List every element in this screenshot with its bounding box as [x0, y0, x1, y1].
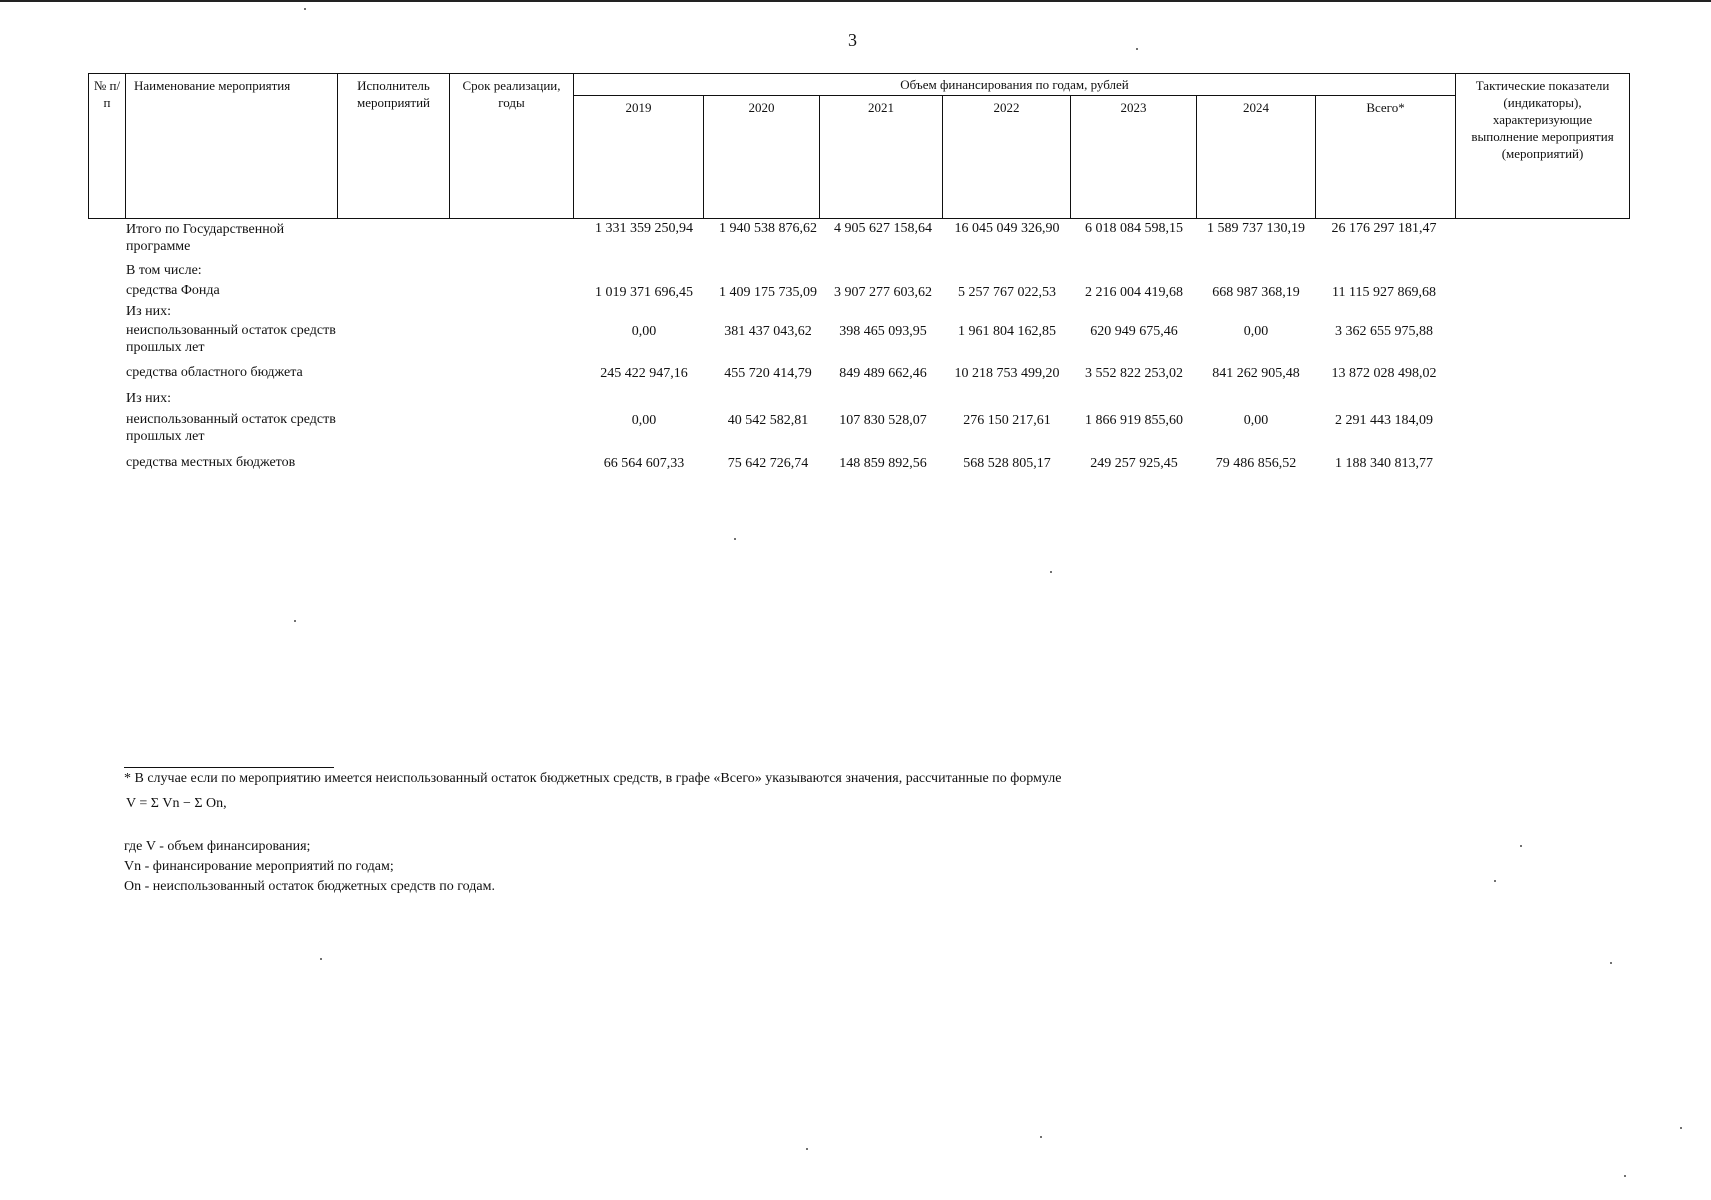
row-label: средства областного бюджета	[126, 365, 303, 380]
scan-speck	[1624, 1175, 1626, 1177]
cell: 10 218 753 499,20	[954, 366, 1060, 381]
cell: 2 216 004 419,68	[1085, 285, 1183, 300]
header-year: 2024	[1197, 96, 1316, 219]
header-funding: Объем финансирования по годам, рублей	[574, 74, 1456, 96]
page-top-border	[0, 0, 1711, 2]
cell: 0,00	[1243, 413, 1269, 428]
scan-speck	[1040, 1136, 1042, 1138]
header-year: 2020	[704, 96, 820, 219]
definition-line: On - неиспользованный остаток бюджетных средств по годам.	[124, 879, 495, 894]
cell: 1 019 371 696,45	[595, 285, 693, 300]
cell: 148 859 892,56	[839, 456, 927, 471]
cell: 3 552 822 253,02	[1085, 366, 1183, 381]
cell: 1 188 340 813,77	[1335, 456, 1433, 471]
cell: 841 262 905,48	[1212, 366, 1300, 381]
header-term: Срок реализации, годы	[450, 74, 574, 219]
header-name: Наименование мероприятия	[126, 74, 338, 219]
cell: 0,00	[631, 413, 657, 428]
cell: 5 257 767 022,53	[958, 285, 1056, 300]
formula: V = Σ Vn − Σ On,	[126, 796, 227, 811]
row-label: Из них:	[126, 304, 172, 319]
scan-speck	[304, 8, 306, 10]
cell: 276 150 217,61	[963, 413, 1051, 428]
header-year: 2023	[1071, 96, 1197, 219]
cell: 249 257 925,45	[1090, 456, 1178, 471]
cell: 75 642 726,74	[727, 456, 809, 471]
cell: 245 422 947,16	[600, 366, 688, 381]
cell: 66 564 607,33	[603, 456, 685, 471]
cell: 1 866 919 855,60	[1085, 413, 1183, 428]
cell: 0,00	[631, 324, 657, 339]
cell: 849 489 662,46	[839, 366, 927, 381]
scan-speck	[320, 958, 322, 960]
scan-speck	[1520, 845, 1522, 847]
cell: 620 949 675,46	[1090, 324, 1178, 339]
cell: 3 907 277 603,62	[834, 285, 932, 300]
scan-speck	[294, 620, 296, 622]
scan-speck	[1680, 1127, 1682, 1129]
row-label: неиспользованный остаток средств прошлых лет	[126, 412, 336, 444]
header-indicators: Тактические показатели (индикаторы), характеризующие выполнение мероприятия (мероприятий)	[1456, 74, 1630, 219]
cell: 11 115 927 869,68	[1332, 285, 1436, 300]
cell: 3 362 655 975,88	[1335, 324, 1433, 339]
header-num: № п/п	[89, 74, 126, 219]
cell: 1 589 737 130,19	[1207, 221, 1305, 236]
header-year: 2022	[943, 96, 1071, 219]
cell: 13 872 028 498,02	[1331, 366, 1437, 381]
cell: 16 045 049 326,90	[954, 221, 1060, 236]
row-label: средства Фонда	[126, 283, 220, 298]
cell: 79 486 856,52	[1215, 456, 1297, 471]
cell: 6 018 084 598,15	[1085, 221, 1183, 236]
header-total: Всего*	[1316, 96, 1456, 219]
cell: 455 720 414,79	[724, 366, 812, 381]
cell: 40 542 582,81	[727, 413, 809, 428]
cell: 1 331 359 250,94	[595, 221, 693, 236]
cell: 1 940 538 876,62	[719, 221, 817, 236]
cell: 568 528 805,17	[963, 456, 1051, 471]
scan-speck	[806, 1148, 808, 1150]
cell: 26 176 297 181,47	[1331, 221, 1437, 236]
footnote-definitions	[124, 837, 495, 897]
row-label: средства местных бюджетов	[126, 455, 296, 470]
scan-speck	[1136, 48, 1138, 50]
row-label: Итого по Государственной программе	[126, 222, 285, 254]
row-label: неиспользованный остаток средств прошлых лет	[126, 323, 336, 355]
scan-speck	[1050, 571, 1052, 573]
cell: 668 987 368,19	[1212, 285, 1300, 300]
cell: 381 437 043,62	[724, 324, 812, 339]
cell: 1 961 804 162,85	[958, 324, 1056, 339]
cell: 4 905 627 158,64	[834, 221, 932, 236]
cell: 107 830 528,07	[839, 413, 927, 428]
page-number: 3	[848, 30, 857, 50]
header-year: 2021	[820, 96, 943, 219]
scan-speck	[1494, 880, 1496, 882]
definition-line: Vn - финансирование мероприятий по годам;	[124, 859, 394, 874]
scan-speck	[1610, 962, 1612, 964]
cell: 0,00	[1243, 324, 1269, 339]
header-executor: Исполнитель мероприятий	[338, 74, 450, 219]
footnote-divider	[124, 767, 334, 768]
footnote-text: * В случае если по мероприятию имеется неиспользованный остаток бюджетных средств, в графе «Всего» указываются значения, рассчитанные по формуле	[124, 771, 1062, 786]
definition-line: где V - объем финансирования;	[124, 839, 311, 854]
cell: 2 291 443 184,09	[1335, 413, 1433, 428]
table-header	[88, 73, 1630, 219]
scan-speck	[734, 538, 736, 540]
row-label: В том числе:	[126, 263, 202, 278]
row-label: Из них:	[126, 391, 172, 406]
header-year: 2019	[574, 96, 704, 219]
cell: 398 465 093,95	[839, 324, 927, 339]
cell: 1 409 175 735,09	[719, 285, 817, 300]
